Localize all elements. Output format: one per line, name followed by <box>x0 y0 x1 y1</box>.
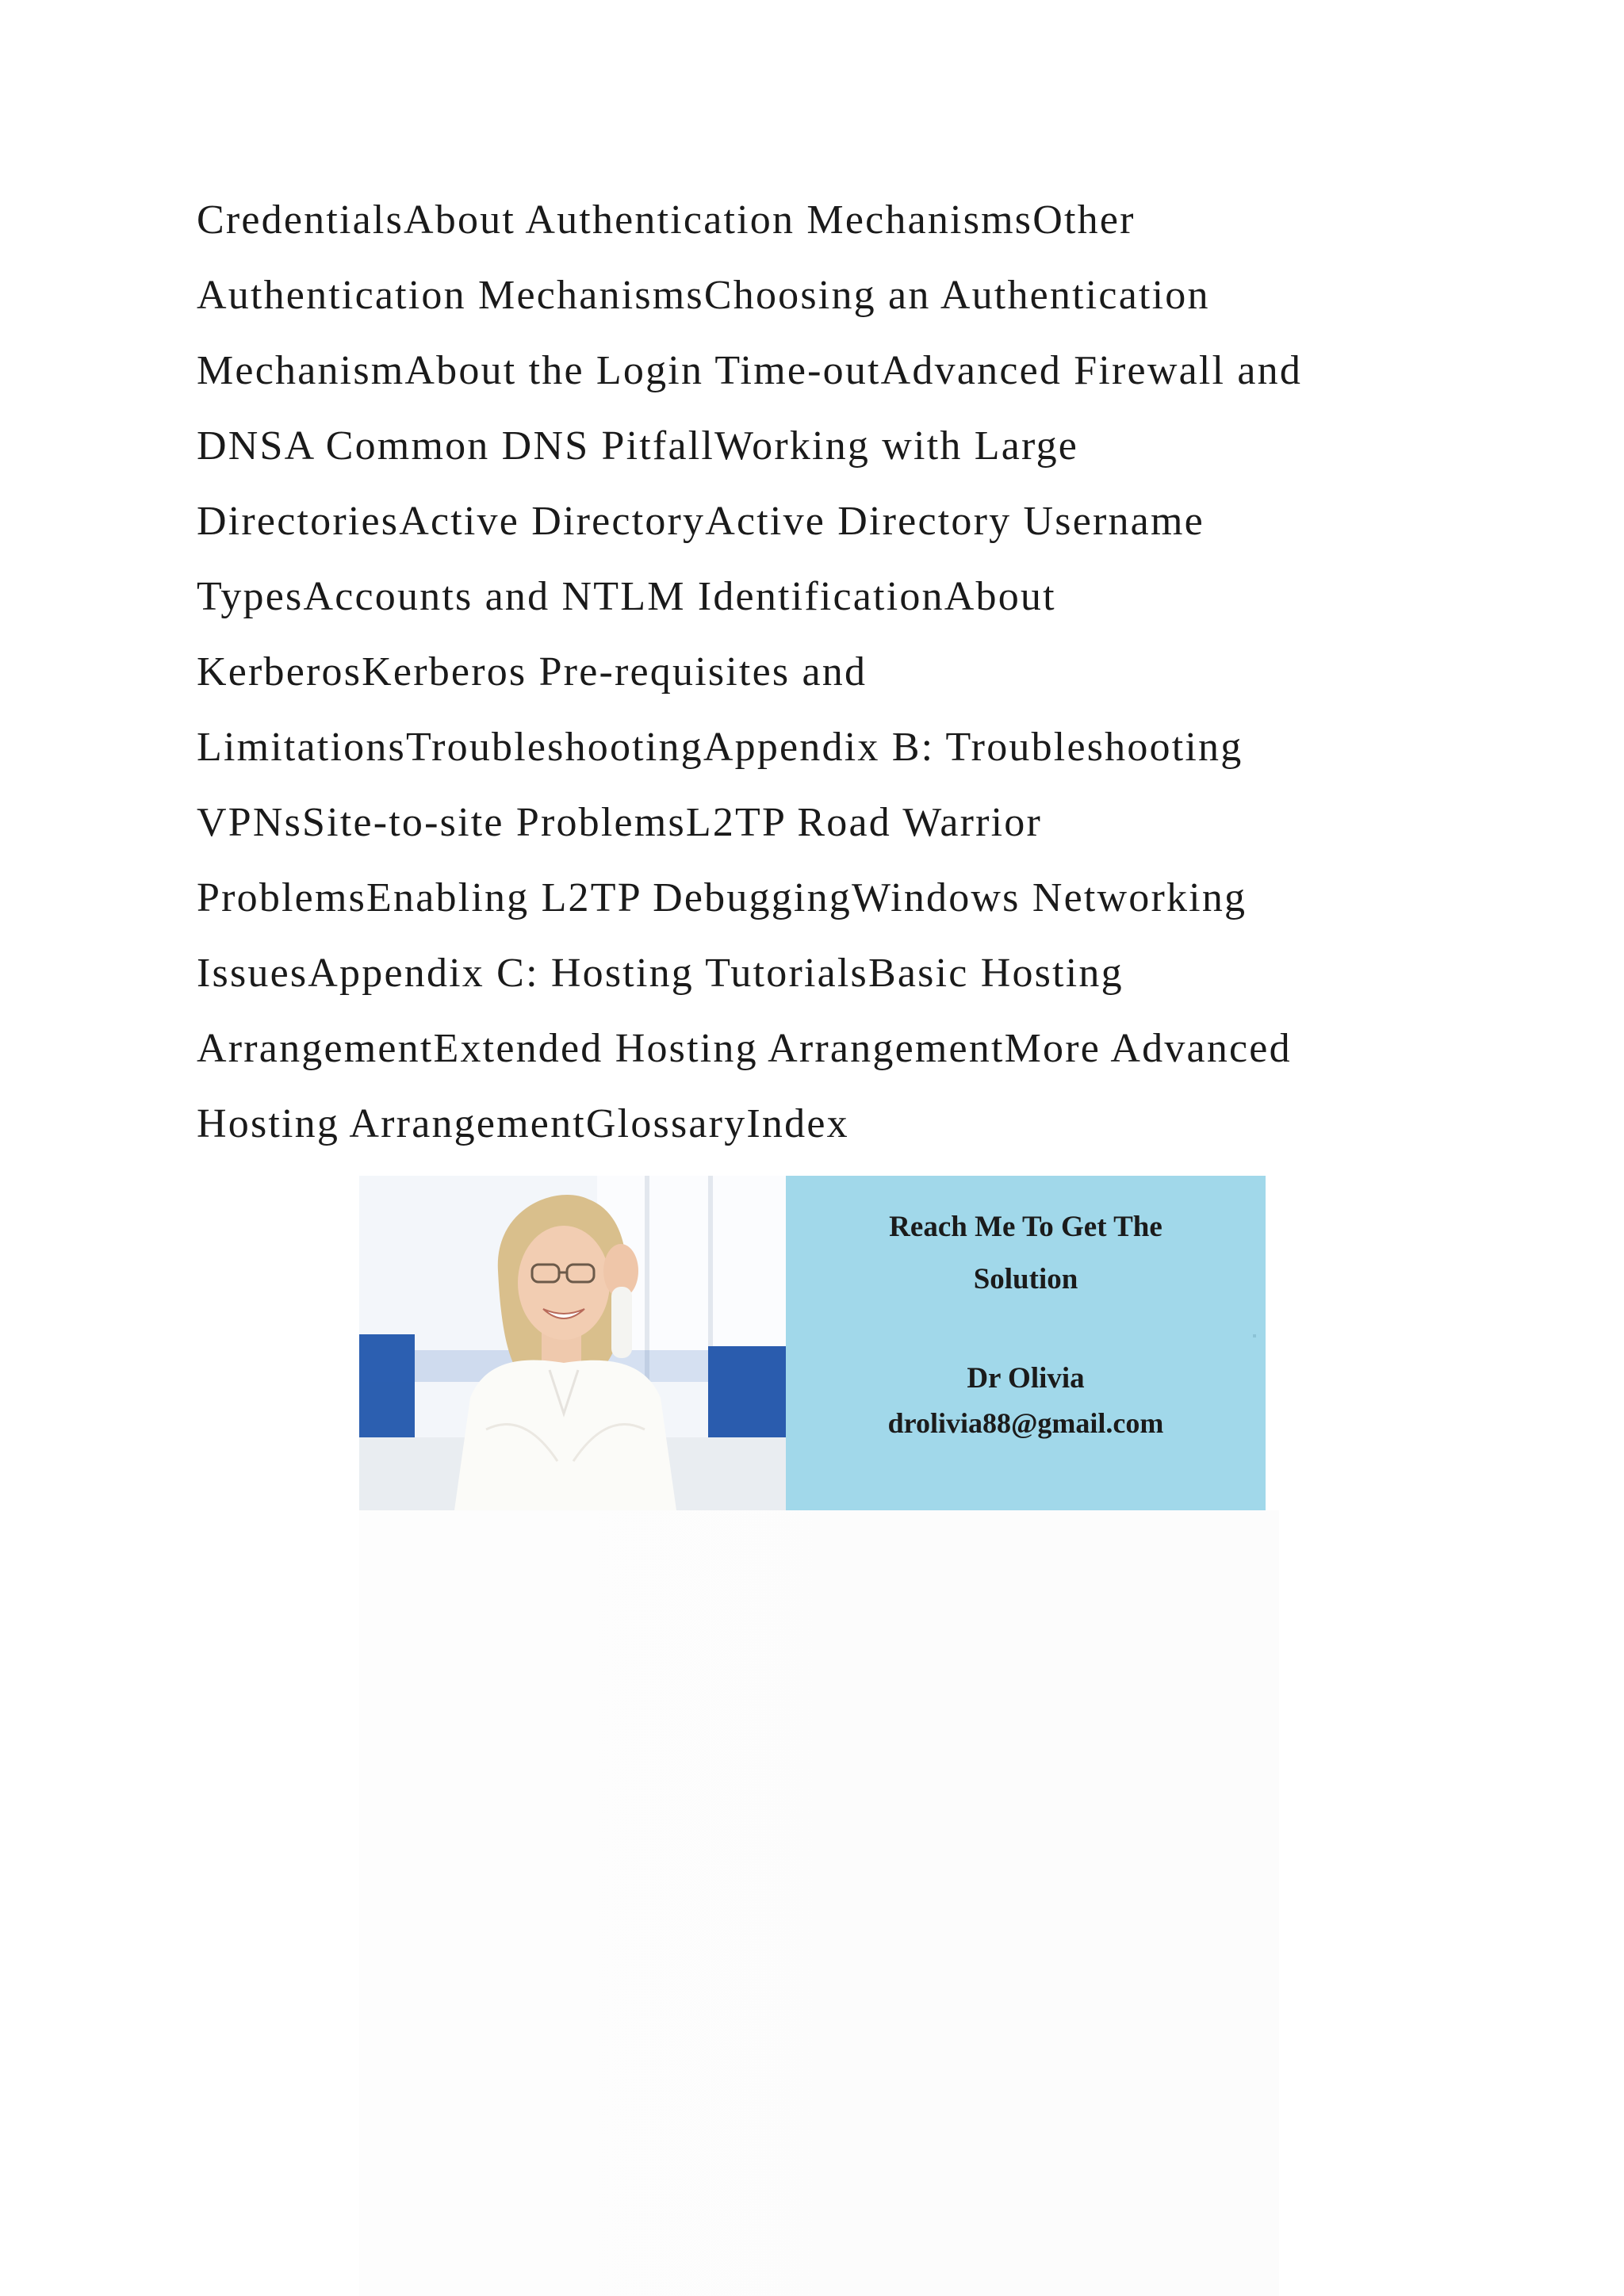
portrait-photo <box>359 1176 786 1510</box>
heading-line: Solution <box>973 1263 1078 1295</box>
contact-name: Dr Olivia <box>967 1362 1085 1395</box>
text-line: DirectoriesActive DirectoryActive Directory Username <box>197 499 1205 544</box>
text-line: LimitationsTroubleshootingAppendix B: Troubleshooting <box>197 725 1243 770</box>
text-line: DNSA Common DNS PitfallWorking with Large <box>197 423 1079 469</box>
scan-shadow <box>359 1510 1279 2296</box>
text-line: VPNsSite-to-site ProblemsL2TP Road Warrior <box>197 800 1043 845</box>
text-line: Authentication MechanismsChoosing an Authentication <box>197 273 1210 318</box>
text-line: IssuesAppendix C: Hosting TutorialsBasic Hosting <box>197 951 1124 996</box>
text-line: TypesAccounts and NTLM IdentificationAbout <box>197 574 1056 619</box>
contact-banner[interactable] <box>359 1176 1266 1510</box>
decorative-dot <box>1253 1334 1256 1337</box>
heading-line: Reach Me To Get The <box>889 1211 1162 1243</box>
card-heading <box>786 1201 1266 1306</box>
text-line: Hosting ArrangementGlossaryIndex <box>197 1101 849 1146</box>
text-line: KerberosKerberos Pre-requisites and <box>197 649 868 695</box>
text-line: ArrangementExtended Hosting ArrangementMore Advanced <box>197 1026 1292 1071</box>
table-of-contents-text <box>197 187 1434 1166</box>
portrait-illustration <box>359 1176 786 1510</box>
text-line: MechanismAbout the Login Time-outAdvanced Firewall and <box>197 348 1303 393</box>
text-line: CredentialsAbout Authentication MechanismsOther <box>197 197 1136 243</box>
contact-email-link[interactable]: drolivia88@gmail.com <box>887 1407 1164 1439</box>
contact-card <box>786 1176 1266 1510</box>
text-line: ProblemsEnabling L2TP DebuggingWindows Networking <box>197 875 1247 920</box>
